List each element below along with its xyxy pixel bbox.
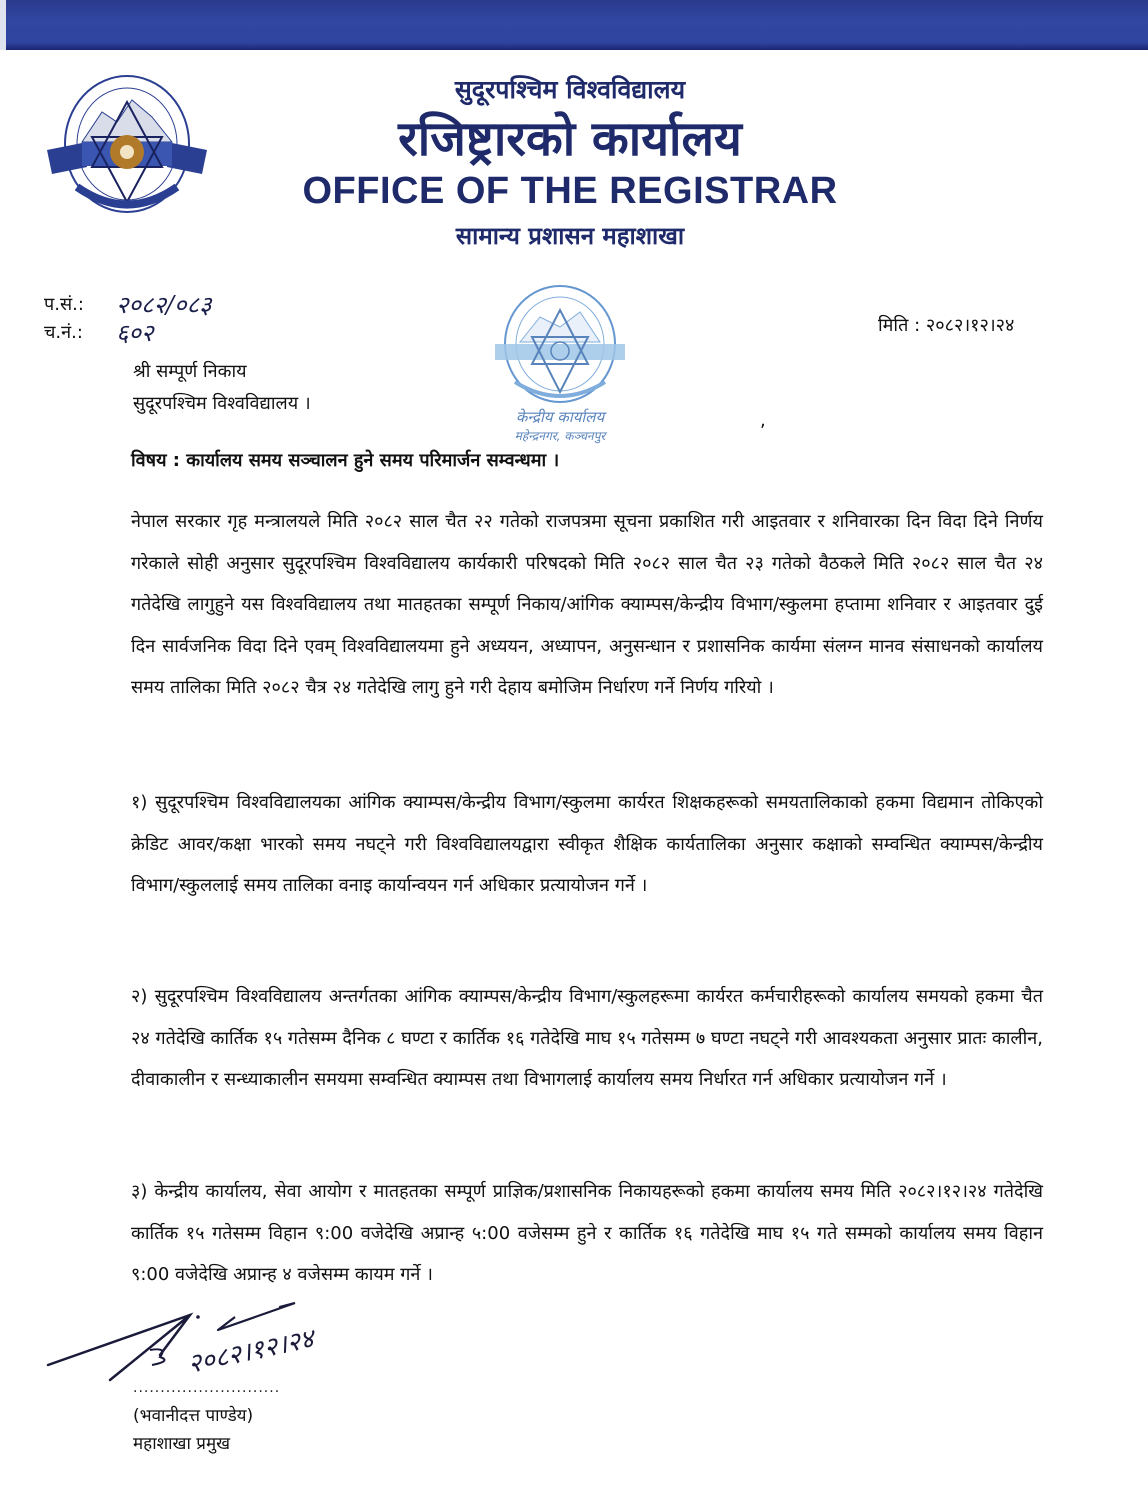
signatory-name: (भवानीदत्त पाण्डेय) bbox=[133, 1406, 254, 1426]
svg-text:२०८२।१२।२४: २०८२।१२।२४ bbox=[185, 1323, 317, 1380]
letter-date bbox=[878, 313, 1014, 337]
dispatch-number-value: ६०२ bbox=[116, 318, 154, 347]
subject-line: विषय : कार्यालय समय सञ्चालन हुने समय परिमार्जन सम्वन्धमा । bbox=[131, 450, 560, 471]
svg-text:महेन्द्रनगर, कञ्चनपुर: महेन्द्रनगर, कञ्चनपुर bbox=[514, 429, 606, 443]
letterhead-header bbox=[240, 70, 900, 252]
letter-number-value: २०८२/०८३ bbox=[116, 290, 212, 319]
date-label: मिति : bbox=[878, 315, 921, 336]
letter-number-row bbox=[44, 290, 211, 318]
university-emblem-icon bbox=[42, 72, 212, 227]
svg-text:केन्द्रीय कार्यालय: केन्द्रीय कार्यालय bbox=[515, 408, 605, 426]
stray-mark: , bbox=[760, 410, 766, 431]
addressee-line-1: श्री सम्पूर्ण निकाय bbox=[133, 361, 247, 382]
office-seal-stamp-icon bbox=[485, 282, 645, 447]
office-name-nepali: रजिष्ट्रारको कार्यालय bbox=[398, 111, 742, 167]
letterhead-top-band bbox=[6, 0, 1148, 50]
dispatch-number-row bbox=[44, 318, 211, 346]
signature-dotted-line: ........................... bbox=[133, 1380, 281, 1396]
signatory-block bbox=[133, 1402, 253, 1458]
decision-point-1: १) सुदूरपश्चिम विश्वविद्यालयका आंगिक क्याम्पस/केन्द्रीय विभाग/स्कुलमा कार्यरत शिक्षकहरूको समयतालिकाको हकमा विद्यमान तोकिएको क्रेडिट आवर/कक्षा भारको समय नघट्ने गरी विश्वविद्यालयद्वारा स्वीकृत शैक्षिक कार्यतालिका अनुसार कक्षाको सम्वन्धित क्याम्पस/केन्द्रीय विभाग/स्कुललाई समय तालिका वनाइ कार्यान्वयन गर्न अधिकार प्रत्यायोजन गर्ने । bbox=[131, 792, 1043, 896]
intro-paragraph: नेपाल सरकार गृह मन्त्रालयले मिति २०८२ साल चैत २२ गतेको राजपत्रमा सूचना प्रकाशित गरी आइतवार र शनिवारका दिन विदा दिने निर्णय गरेकाले सोही अनुसार सुदूरपश्चिम विश्वविद्यालय कार्यकारी परिषदको मिति २०८२ साल चैत २३ गतेको वैठकले मिति २०८२ साल चैत २४ गतेदेखि लागुहुने यस विश्वविद्यालय तथा मातहतका सम्पूर्ण निकाय/आंगिक क्याम्पस/केन्द्रीय विभाग/स्कुलमा हप्तामा शनिवार र आइतवार दुई दिन सार्वजनिक विदा दिने एवम् विश्वविद्यालयमा हुने अध्ययन, अध्यापन, अनुसन्धान र प्रशासनिक कार्यमा संलग्न मानव संसाधनको कार्यालय समय तालिका मिति २०८२ चैत्र २४ गतेदेखि लागु हुने गरी देहाय बमोजिम निर्धारण गर्ने निर्णय गरियो । bbox=[131, 511, 1043, 698]
university-name: सुदूरपश्चिम विश्वविद्यालय bbox=[454, 75, 686, 104]
reference-block bbox=[44, 290, 211, 346]
division-name: सामान्य प्रशासन महाशाखा bbox=[455, 222, 685, 250]
dispatch-number-label: च.नं.: bbox=[44, 322, 83, 343]
addressee-block bbox=[133, 356, 311, 420]
addressee-line-2: सुदूरपश्चिम विश्वविद्यालय । bbox=[133, 393, 311, 414]
decision-point-2: २) सुदूरपश्चिम विश्वविद्यालय अन्तर्गतका आंगिक क्याम्पस/केन्द्रीय विभाग/स्कुलहरूमा कार्यरत कर्मचारीहरूको कार्यालय समयको हकमा चैत २४ गतेदेखि कार्तिक १५ गतेसम्म दैनिक ८ घण्टा र कार्तिक १६ गतेदेखि माघ १५ गतेसम्म ७ घण्टा नघट्ने गरी आवश्यकता अनुसार प्रातः कालीन, दीवाकालीन र सन्ध्याकालीन समयमा सम्वन्धित क्याम्पस तथा विभागलाई कार्यालय समय निर्धारत गर्न अधिकार प्रत्यायोजन गर्ने । bbox=[131, 986, 1043, 1090]
office-name-english: OFFICE OF THE REGISTRAR bbox=[302, 170, 838, 212]
date-value: २०८२।१२।२४ bbox=[925, 315, 1015, 336]
decision-point-3: ३) केन्द्रीय कार्यालय, सेवा आयोग र मातहतका सम्पूर्ण प्राज्ञिक/प्रशासनिक निकायहरूको हकमा कार्यालय समय मिति २०८२।१२।२४ गतेदेखि कार्तिक १५ गतेसम्म विहान ९:00 वजेदेखि अप्रान्ह ५:00 वजेसम्म हुने र कार्तिक १६ गतेदेखि माघ १५ गते सम्मको कार्यालय समय विहान ९:00 वजेदेखि अप्रान्ह ४ वजेसम्म कायम गर्ने । bbox=[131, 1181, 1043, 1285]
signatory-designation: महाशाखा प्रमुख bbox=[133, 1434, 231, 1454]
letter-number-label: प.सं.: bbox=[44, 294, 84, 315]
